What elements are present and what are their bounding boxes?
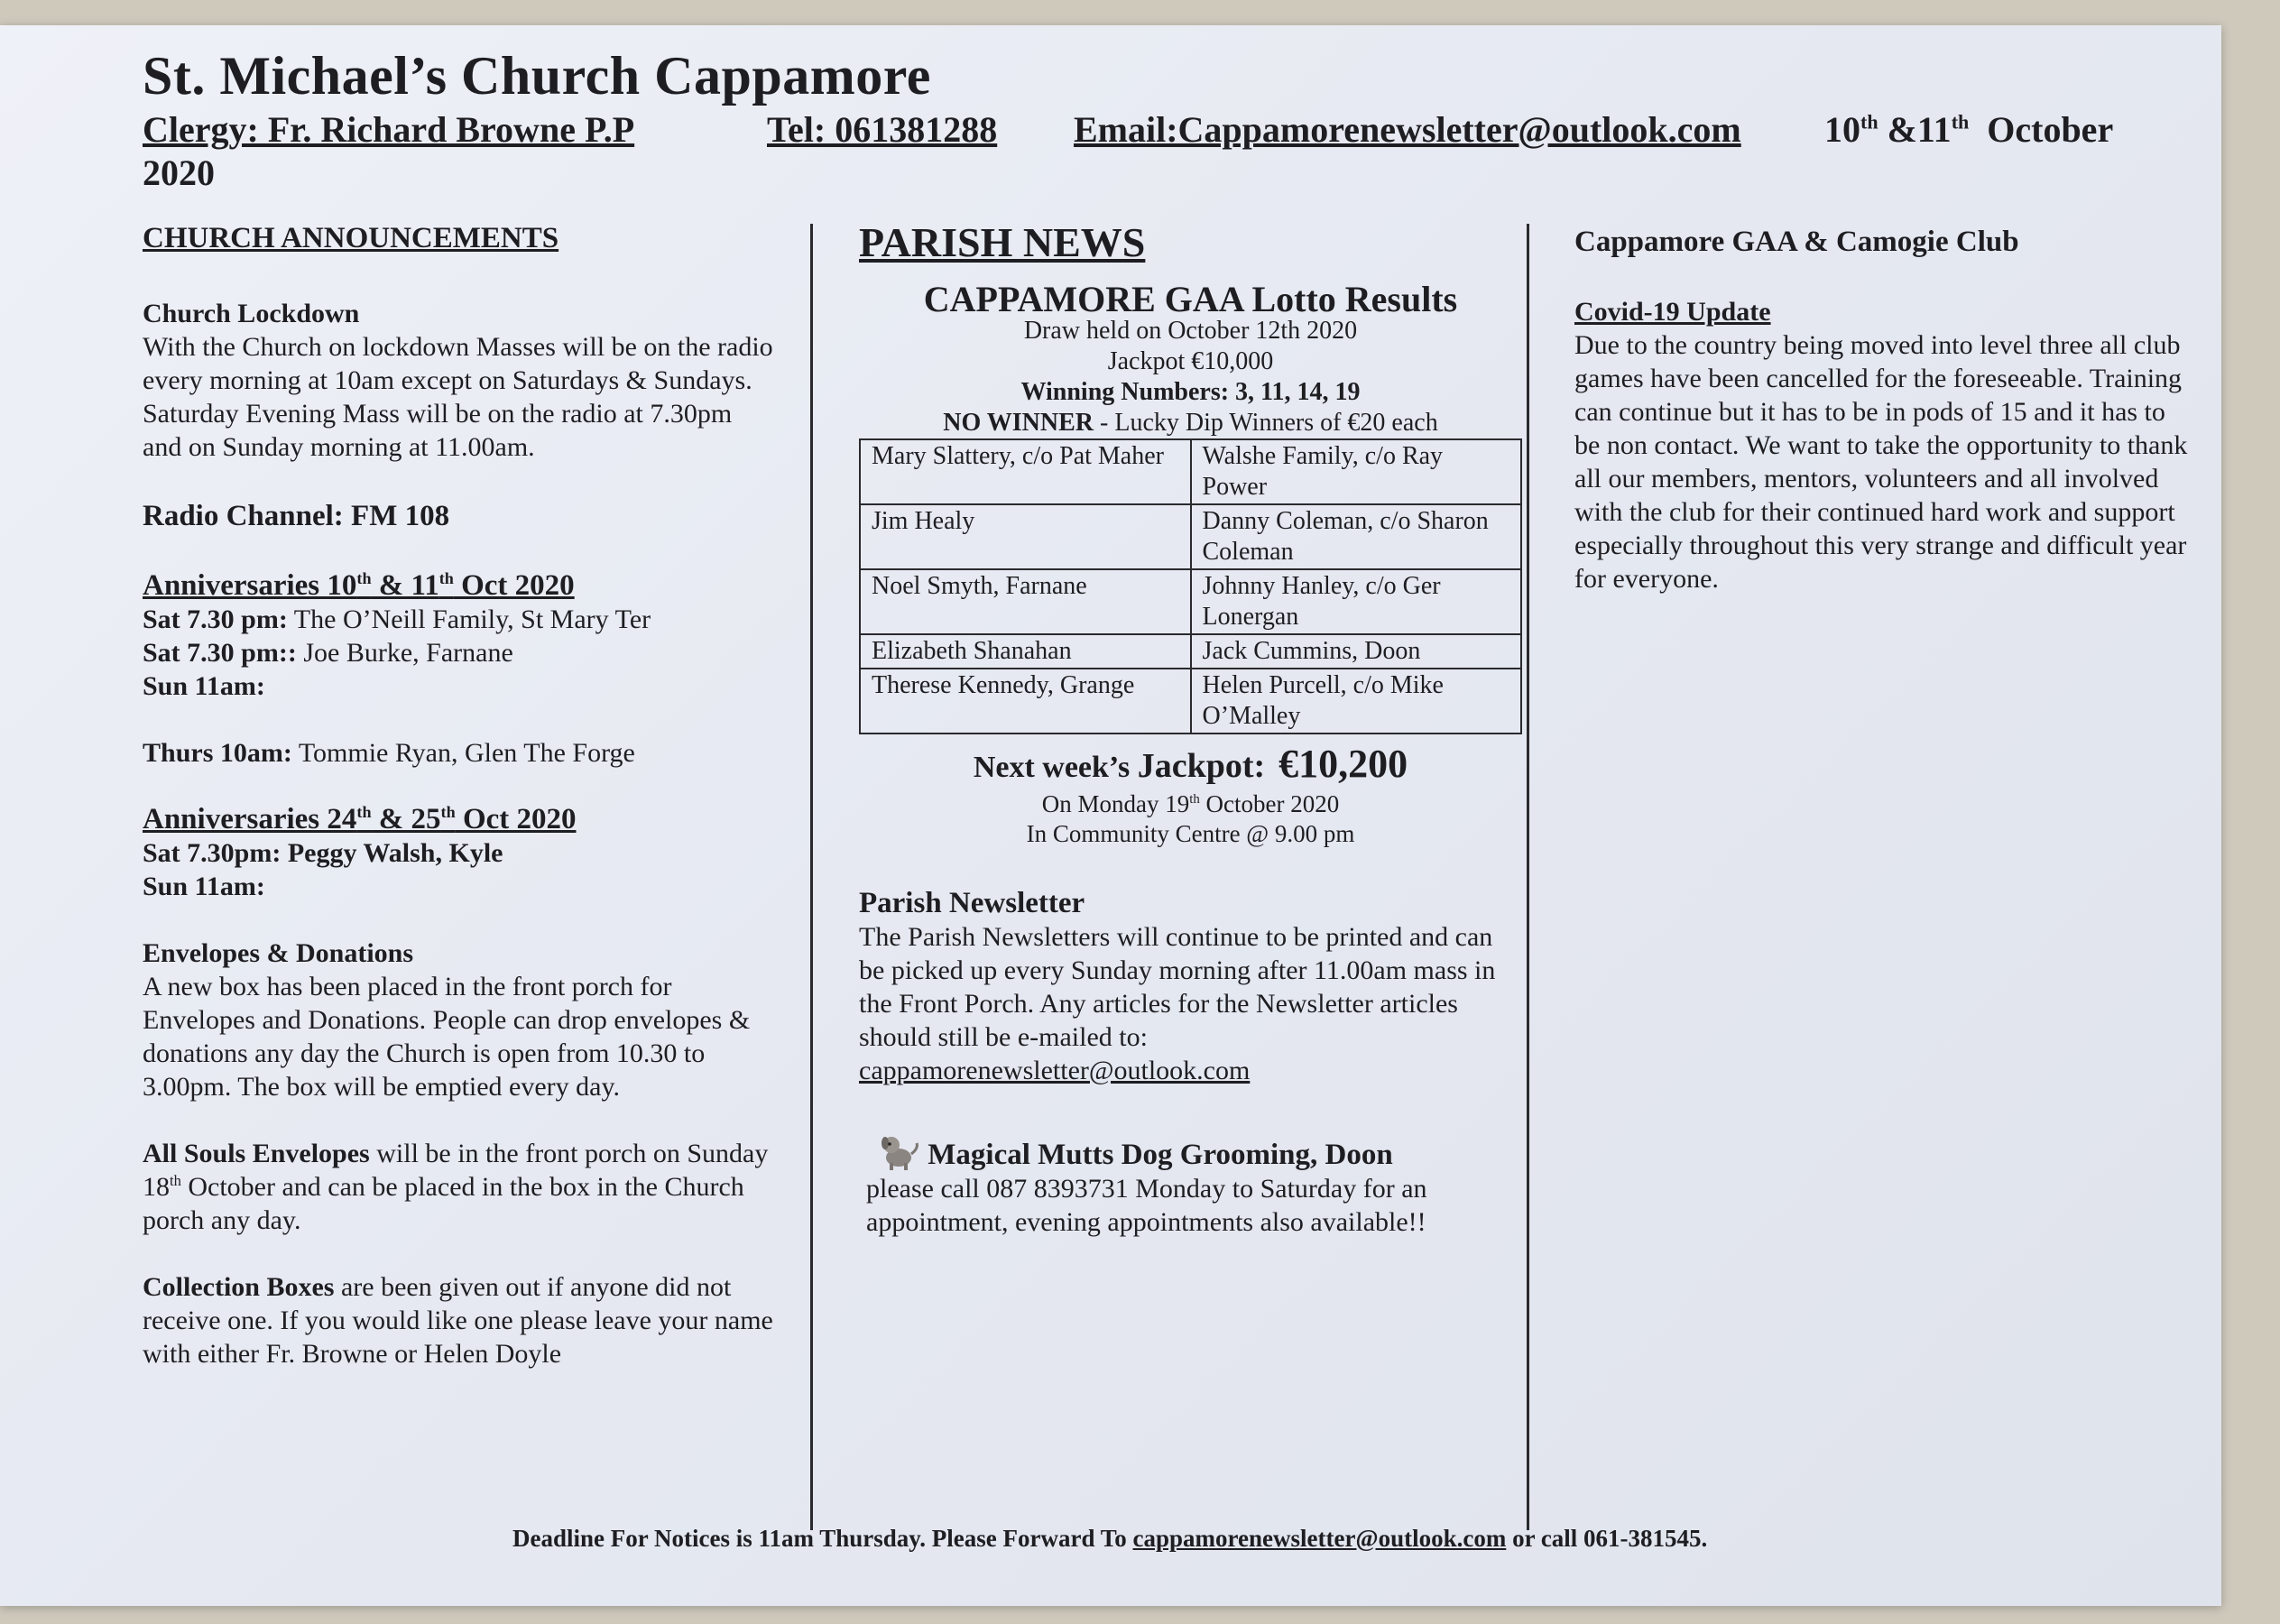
newsletter-email-link[interactable]: cappamorenewsletter@outlook.com — [859, 1056, 1251, 1085]
anniversary-entry: Thurs 10am: Tommie Ryan, Glen The Forge — [143, 738, 635, 768]
table-row — [860, 439, 1521, 504]
table-cell: Therese Kennedy, Grange — [860, 669, 1191, 734]
anniversary-entry: Sat 7.30 pm:: Joe Burke, Farnane — [143, 638, 513, 668]
header-email[interactable]: Email:Cappamorenewsletter@outlook.com — [1074, 109, 1741, 150]
covid-update-text: Due to the country being moved into level three all club games have been cancelled for the foreseeable. Training can continue but it has to be in pods of 15 and it has to be non contact. We want to take the opportunity to thank all our members, mentors, volunteers and all involved with the club for their continued hard work and support especially throughout this very strange and difficult year for everyone. — [1574, 330, 2188, 594]
lotto-title: CAPPAMORE GAA Lotto Results — [923, 279, 1458, 319]
envelopes-title: Envelopes & Donations — [143, 938, 414, 968]
anniversaries-heading-1: Anniversaries 10th & 11th Oct 2020 — [143, 569, 575, 602]
table-cell: Elizabeth Shanahan — [860, 634, 1191, 669]
covid-update-title: Covid-19 Update — [1574, 297, 1771, 327]
all-souls-text: All Souls Envelopes will be in the front porch on Sunday 18th October and can be placed in the box in the Church porch any day. — [143, 1139, 769, 1235]
telephone: Tel: 061381288 — [767, 109, 998, 150]
issue-year: 2020 — [143, 152, 215, 193]
table-cell: Jack Cummins, Doon — [1191, 634, 1522, 669]
table-cell: Mary Slattery, c/o Pat Maher — [860, 439, 1191, 504]
newsletter-text: The Parish Newsletters will continue to be printed and can be picked up every Sunday morning after 11.00am mass in the Front Porch. Any articles for the Newsletter articles should still be e-mailed to: — [859, 922, 1496, 1052]
lotto-draw-date: Draw held on October 12th 2020 — [1023, 317, 1358, 345]
table-cell: Danny Coleman, c/o Sharon Coleman — [1191, 504, 1522, 569]
dog-icon — [877, 1132, 920, 1172]
table-row — [860, 634, 1521, 669]
table-row — [860, 504, 1521, 569]
church-announcements — [143, 222, 774, 1370]
clergy-line: Clergy: Fr. Richard Browne P.P — [143, 109, 635, 150]
column-divider-left — [810, 224, 813, 1530]
table-cell: Jim Healy — [860, 504, 1191, 569]
lucky-dip-winners-table — [859, 438, 1522, 734]
table-cell: Noel Smyth, Farnane — [860, 569, 1191, 634]
winning-numbers: Winning Numbers: 3, 11, 14, 19 — [1020, 378, 1361, 406]
lucky-dip-heading: NO WINNER - Lucky Dip Winners of €20 each — [943, 409, 1438, 437]
page-title: St. Michael’s Church Cappamore — [143, 46, 931, 106]
next-draw-venue: In Community Centre @ 9.00 pm — [1026, 820, 1355, 847]
table-cell: Johnny Hanley, c/o Ger Lonergan — [1191, 569, 1522, 634]
newsletter-title: Parish Newsletter — [859, 887, 1085, 919]
table-row — [860, 669, 1521, 734]
collection-boxes-text: Collection Boxes are been given out if anyone did not receive one. If you would like one please leave your name with either Fr. Browne or Helen Doyle — [143, 1272, 773, 1369]
next-draw-date: On Monday 19th October 2020 — [1041, 790, 1340, 817]
section-heading-announcements: CHURCH ANNOUNCEMENTS — [143, 222, 559, 254]
mutts-title-line: Magical Mutts Dog Grooming, Doon — [859, 1132, 1522, 1172]
anniversary-entry: Sat 7.30pm: Peggy Walsh, Kyle — [143, 838, 503, 868]
gaa-camogie-club — [1574, 226, 2197, 595]
issue-date: 10th &11th October — [1824, 109, 2114, 150]
anniversary-entry: Sun 11am: — [143, 872, 265, 901]
envelopes-text: A new box has been placed in the front porch for Envelopes and Donations. People can drop envelopes & donations any day the Church is open from 10.30 to 3.00pm. The box will be emptied every day. — [143, 972, 751, 1102]
parish-news — [859, 219, 1522, 1239]
lotto-jackpot: Jackpot €10,000 — [1107, 347, 1274, 375]
mutts-text: please call 087 8393731 Monday to Saturday for an appointment, evening appointments also available!! — [866, 1174, 1427, 1237]
section-heading-parish-news: PARISH NEWS — [859, 219, 1146, 265]
next-jackpot: Next week’s Jackpot: €10,200 — [973, 742, 1408, 786]
lockdown-title: Church Lockdown — [143, 299, 360, 328]
table-cell: Helen Purcell, c/o Mike O’Malley — [1191, 669, 1522, 734]
column-divider-right — [1527, 224, 1529, 1530]
footer-deadline: Deadline For Notices is 11am Thursday. Please Forward To cappamorenewsletter@outlook.com or call 061-381545. — [512, 1525, 1708, 1552]
anniversary-entry: Sun 11am: — [143, 671, 265, 701]
newsletter-sheet — [0, 25, 2221, 1606]
club-heading: Cappamore GAA & Camogie Club — [1574, 226, 2019, 258]
radio-channel: Radio Channel: FM 108 — [143, 500, 450, 532]
table-cell: Walshe Family, c/o Ray Power — [1191, 439, 1522, 504]
anniversary-entry: Sat 7.30 pm: The O’Neill Family, St Mary Ter — [143, 604, 651, 634]
table-row — [860, 569, 1521, 634]
lockdown-text: With the Church on lockdown Masses will be on the radio every morning at 10am except on Saturdays & Sundays. Saturday Evening Mass will be on the radio at 7.30pm and on Sunday morning at 11.00am. — [143, 332, 773, 462]
footer-email-link[interactable]: cappamorenewsletter@outlook.com — [1132, 1525, 1507, 1552]
anniversaries-heading-2: Anniversaries 24th & 25th Oct 2020 — [143, 803, 577, 835]
